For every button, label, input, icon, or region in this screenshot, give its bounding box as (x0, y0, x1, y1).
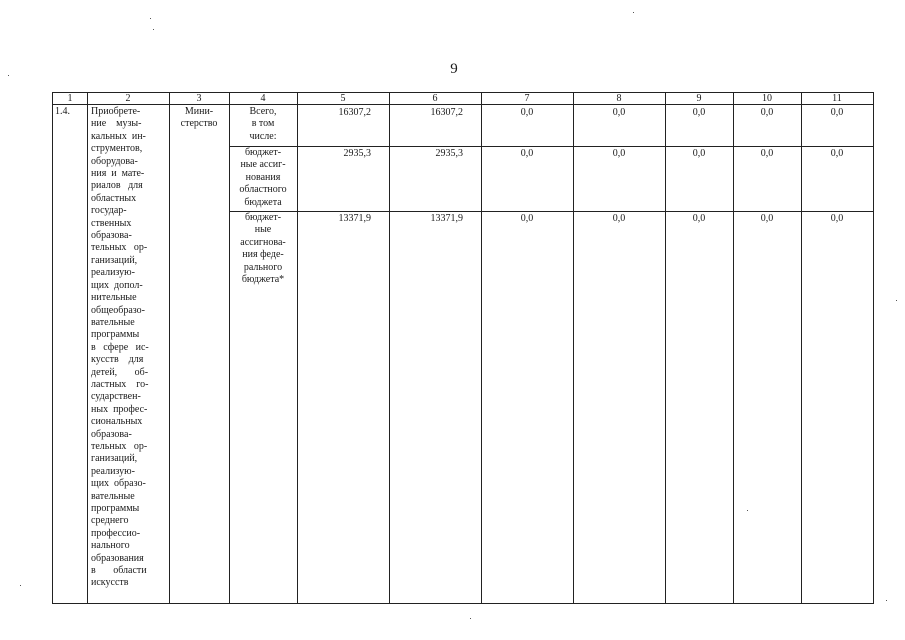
scan-speck (896, 300, 897, 301)
row-description (91, 106, 165, 590)
row-index: 1.4. (55, 106, 70, 117)
value-cell-col-7: 0,0 (520, 213, 534, 224)
scan-speck (20, 585, 21, 586)
description-line: образования (91, 552, 144, 564)
description-line: кусств для (91, 354, 144, 366)
description-line: программы (91, 329, 140, 341)
description-line: детей, об- (91, 366, 149, 378)
subrow-divider (229, 211, 873, 212)
description-line: в сфере ис- (91, 341, 149, 353)
value-cell-col-5: 16307,2 (338, 107, 371, 118)
column-divider (801, 93, 802, 603)
value-cell-col-6: 16307,2 (430, 107, 463, 118)
value-cell-col-5: 13371,9 (338, 213, 371, 224)
description-line: вательные (91, 490, 135, 502)
subrow-divider (229, 146, 873, 147)
description-line: тельных ор- (91, 242, 148, 254)
value-cell-col-8: 0,0 (612, 148, 626, 159)
header-col-1: 1 (67, 93, 73, 104)
column-divider (665, 93, 666, 603)
header-col-4: 4 (260, 93, 266, 104)
column-divider (389, 93, 390, 603)
description-line: ластных го- (91, 378, 149, 390)
description-line: тельных ор- (91, 440, 148, 452)
description-line: общеобразо- (91, 304, 145, 316)
value-cell-col-10: 0,0 (760, 107, 774, 118)
funding-source-line: бюджет- (244, 147, 282, 158)
funding-source-line: бюджета* (241, 274, 285, 286)
description-line: щих допол- (91, 279, 143, 291)
scan-speck (153, 29, 154, 30)
scan-speck (633, 12, 634, 13)
value-cell-col-10: 0,0 (760, 213, 774, 224)
description-line: щих образо- (91, 478, 146, 490)
header-divider (53, 104, 873, 105)
description-line: образова- (91, 230, 132, 242)
value-cell-col-5: 2935,3 (343, 148, 371, 159)
header-col-2: 2 (125, 93, 131, 104)
description-line: вательные (91, 316, 135, 328)
budget-table (52, 92, 874, 604)
header-col-7: 7 (524, 93, 530, 104)
header-col-6: 6 (432, 93, 438, 104)
description-line: риалов для (91, 180, 143, 192)
funding-source-regional (230, 147, 296, 209)
funding-source-line: ния феде- (242, 249, 284, 261)
description-line: сударствен- (91, 391, 141, 403)
description-line: ния и мате- (91, 168, 145, 180)
scan-speck (470, 618, 471, 619)
description-line: нального (91, 540, 130, 552)
header-col-11: 11 (832, 93, 842, 104)
column-divider (297, 93, 298, 603)
column-divider (481, 93, 482, 603)
funding-source-total (230, 106, 296, 143)
funding-source-line: рального (243, 261, 283, 273)
header-col-10: 10 (762, 93, 772, 104)
funding-source-line: нования (245, 171, 281, 183)
value-cell-col-6: 2935,3 (435, 148, 463, 159)
value-cell-col-9: 0,0 (692, 213, 706, 224)
page-number: 9 (450, 61, 458, 77)
description-line: нительные (91, 292, 137, 304)
funding-source-federal (230, 212, 296, 286)
description-line: областных (91, 192, 137, 204)
scan-speck (8, 75, 9, 76)
description-line: ных профес- (91, 403, 148, 415)
description-line: образова- (91, 428, 132, 440)
description-line: в области (91, 565, 147, 577)
scan-speck (886, 600, 887, 601)
funding-source-line: ные ассиг- (240, 159, 286, 171)
description-line: Приобрете- (91, 106, 141, 117)
funding-source-line: областного (239, 184, 287, 196)
description-line: реализую- (91, 465, 135, 477)
value-cell-col-7: 0,0 (520, 148, 534, 159)
description-line: струментов, (91, 143, 143, 155)
description-line: ганизаций, (91, 254, 138, 266)
value-cell-col-11: 0,0 (830, 213, 844, 224)
funding-source-line: ные (254, 224, 272, 236)
description-line: среднего (91, 515, 129, 527)
scan-speck (747, 510, 748, 511)
description-line: государ- (91, 205, 127, 217)
funding-source-line: Всего, (249, 106, 277, 117)
description-line: сиональных (91, 416, 143, 428)
header-col-8: 8 (616, 93, 622, 104)
value-cell-col-11: 0,0 (830, 107, 844, 118)
description-line: оборудова- (91, 155, 138, 167)
value-cell-col-9: 0,0 (692, 148, 706, 159)
description-line: ственных (91, 217, 132, 229)
description-line: искусств (91, 577, 129, 589)
funding-source-line: ассигнова- (240, 236, 286, 248)
description-line: кальных ин- (91, 130, 146, 142)
header-col-5: 5 (340, 93, 346, 104)
row-executor (170, 106, 228, 131)
value-cell-col-8: 0,0 (612, 107, 626, 118)
column-divider (87, 93, 88, 603)
description-line: ганизаций, (91, 453, 138, 465)
funding-source-line: в том (251, 118, 275, 130)
scan-speck (150, 18, 151, 19)
executor-line: Мини- (184, 106, 214, 117)
funding-source-line: бюджета (244, 196, 282, 208)
value-cell-col-11: 0,0 (830, 148, 844, 159)
description-line: реализую- (91, 267, 135, 279)
column-divider (573, 93, 574, 603)
header-col-3: 3 (196, 93, 202, 104)
funding-source-line: числе: (249, 130, 277, 142)
column-divider (169, 93, 170, 603)
description-line: ние музы- (91, 118, 142, 130)
header-col-9: 9 (696, 93, 702, 104)
value-cell-col-8: 0,0 (612, 213, 626, 224)
value-cell-col-10: 0,0 (760, 148, 774, 159)
description-line: профессио- (91, 527, 141, 539)
funding-source-line: бюджет- (244, 212, 282, 223)
executor-line: стерство (180, 118, 218, 130)
value-cell-col-6: 13371,9 (430, 213, 463, 224)
description-line: программы (91, 503, 140, 514)
value-cell-col-7: 0,0 (520, 107, 534, 118)
value-cell-col-9: 0,0 (692, 107, 706, 118)
column-divider (733, 93, 734, 603)
